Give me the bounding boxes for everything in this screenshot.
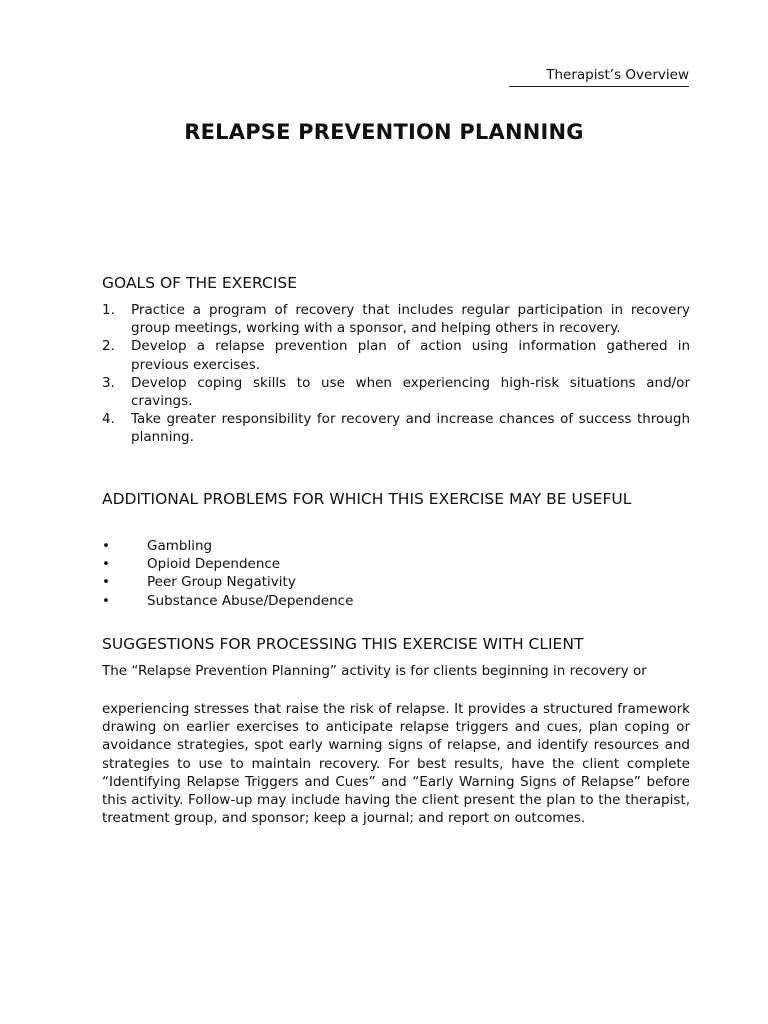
goal-text: Take greater responsibility for recovery and increase chances of success through planning. <box>131 411 690 446</box>
list-item <box>102 537 353 555</box>
bullet-icon: • <box>102 592 110 609</box>
problem-text: Opioid Dependence <box>147 556 281 573</box>
problem-text: Peer Group Negativity <box>147 574 296 591</box>
problem-text: Substance Abuse/Dependence <box>147 592 354 609</box>
suggestions-paragraph-first-line: The “Relapse Prevention Planning” activity is for clients beginning in recovery or <box>102 663 647 679</box>
page-title: RELAPSE PREVENTION PLANNING <box>184 120 584 144</box>
goal-text: Develop coping skills to use when experiencing high-risk situations and/or cravings. <box>131 374 690 410</box>
running-head: Therapist’s Overview <box>509 67 689 87</box>
goal-item <box>102 410 690 446</box>
goal-number: 3. <box>102 374 115 391</box>
additional-problems-heading: ADDITIONAL PROBLEMS FOR WHICH THIS EXERCISE MAY BE USEFUL <box>102 490 632 508</box>
goal-text: Practice a program of recovery that includes regular participation in recovery group meetings, working with a sponsor, and helping others in recovery. <box>131 302 690 337</box>
problem-text: Gambling <box>147 538 213 554</box>
bullet-icon: • <box>102 538 110 554</box>
list-item <box>102 555 353 573</box>
goal-number: 2. <box>102 338 115 355</box>
bullet-icon: • <box>102 574 110 591</box>
goal-number: 4. <box>102 411 115 428</box>
goals-list <box>102 301 690 447</box>
list-item <box>102 573 353 591</box>
goal-text: Develop a relapse prevention plan of action using information gathered in previous exercises. <box>131 338 690 373</box>
suggestions-heading: SUGGESTIONS FOR PROCESSING THIS EXERCISE WITH CLIENT <box>102 635 584 653</box>
goal-number: 1. <box>102 302 115 318</box>
suggestions-paragraph: experiencing stresses that raise the risk of relapse. It provides a structured framework drawing on earlier exercises to anticipate relapse triggers and cues, plan coping or avoidance strategies, spot early warning signs of relapse, and identify resources and strategies to use to maintain recovery. For best results, have the client complete “Identifying Relapse Triggers and Cues” and “Early Warning Signs of Relapse” before this activity. Follow-up may include having the client present the plan to the therapist, treatment group, and sponsor; keep a journal; and report on outcomes. <box>102 701 690 827</box>
list-item <box>102 592 353 610</box>
goal-item <box>102 374 690 410</box>
bullet-icon: • <box>102 556 110 573</box>
goals-heading: GOALS OF THE EXERCISE <box>102 274 298 292</box>
goal-item <box>102 337 690 373</box>
additional-problems-list <box>102 537 353 610</box>
goal-item <box>102 301 690 337</box>
